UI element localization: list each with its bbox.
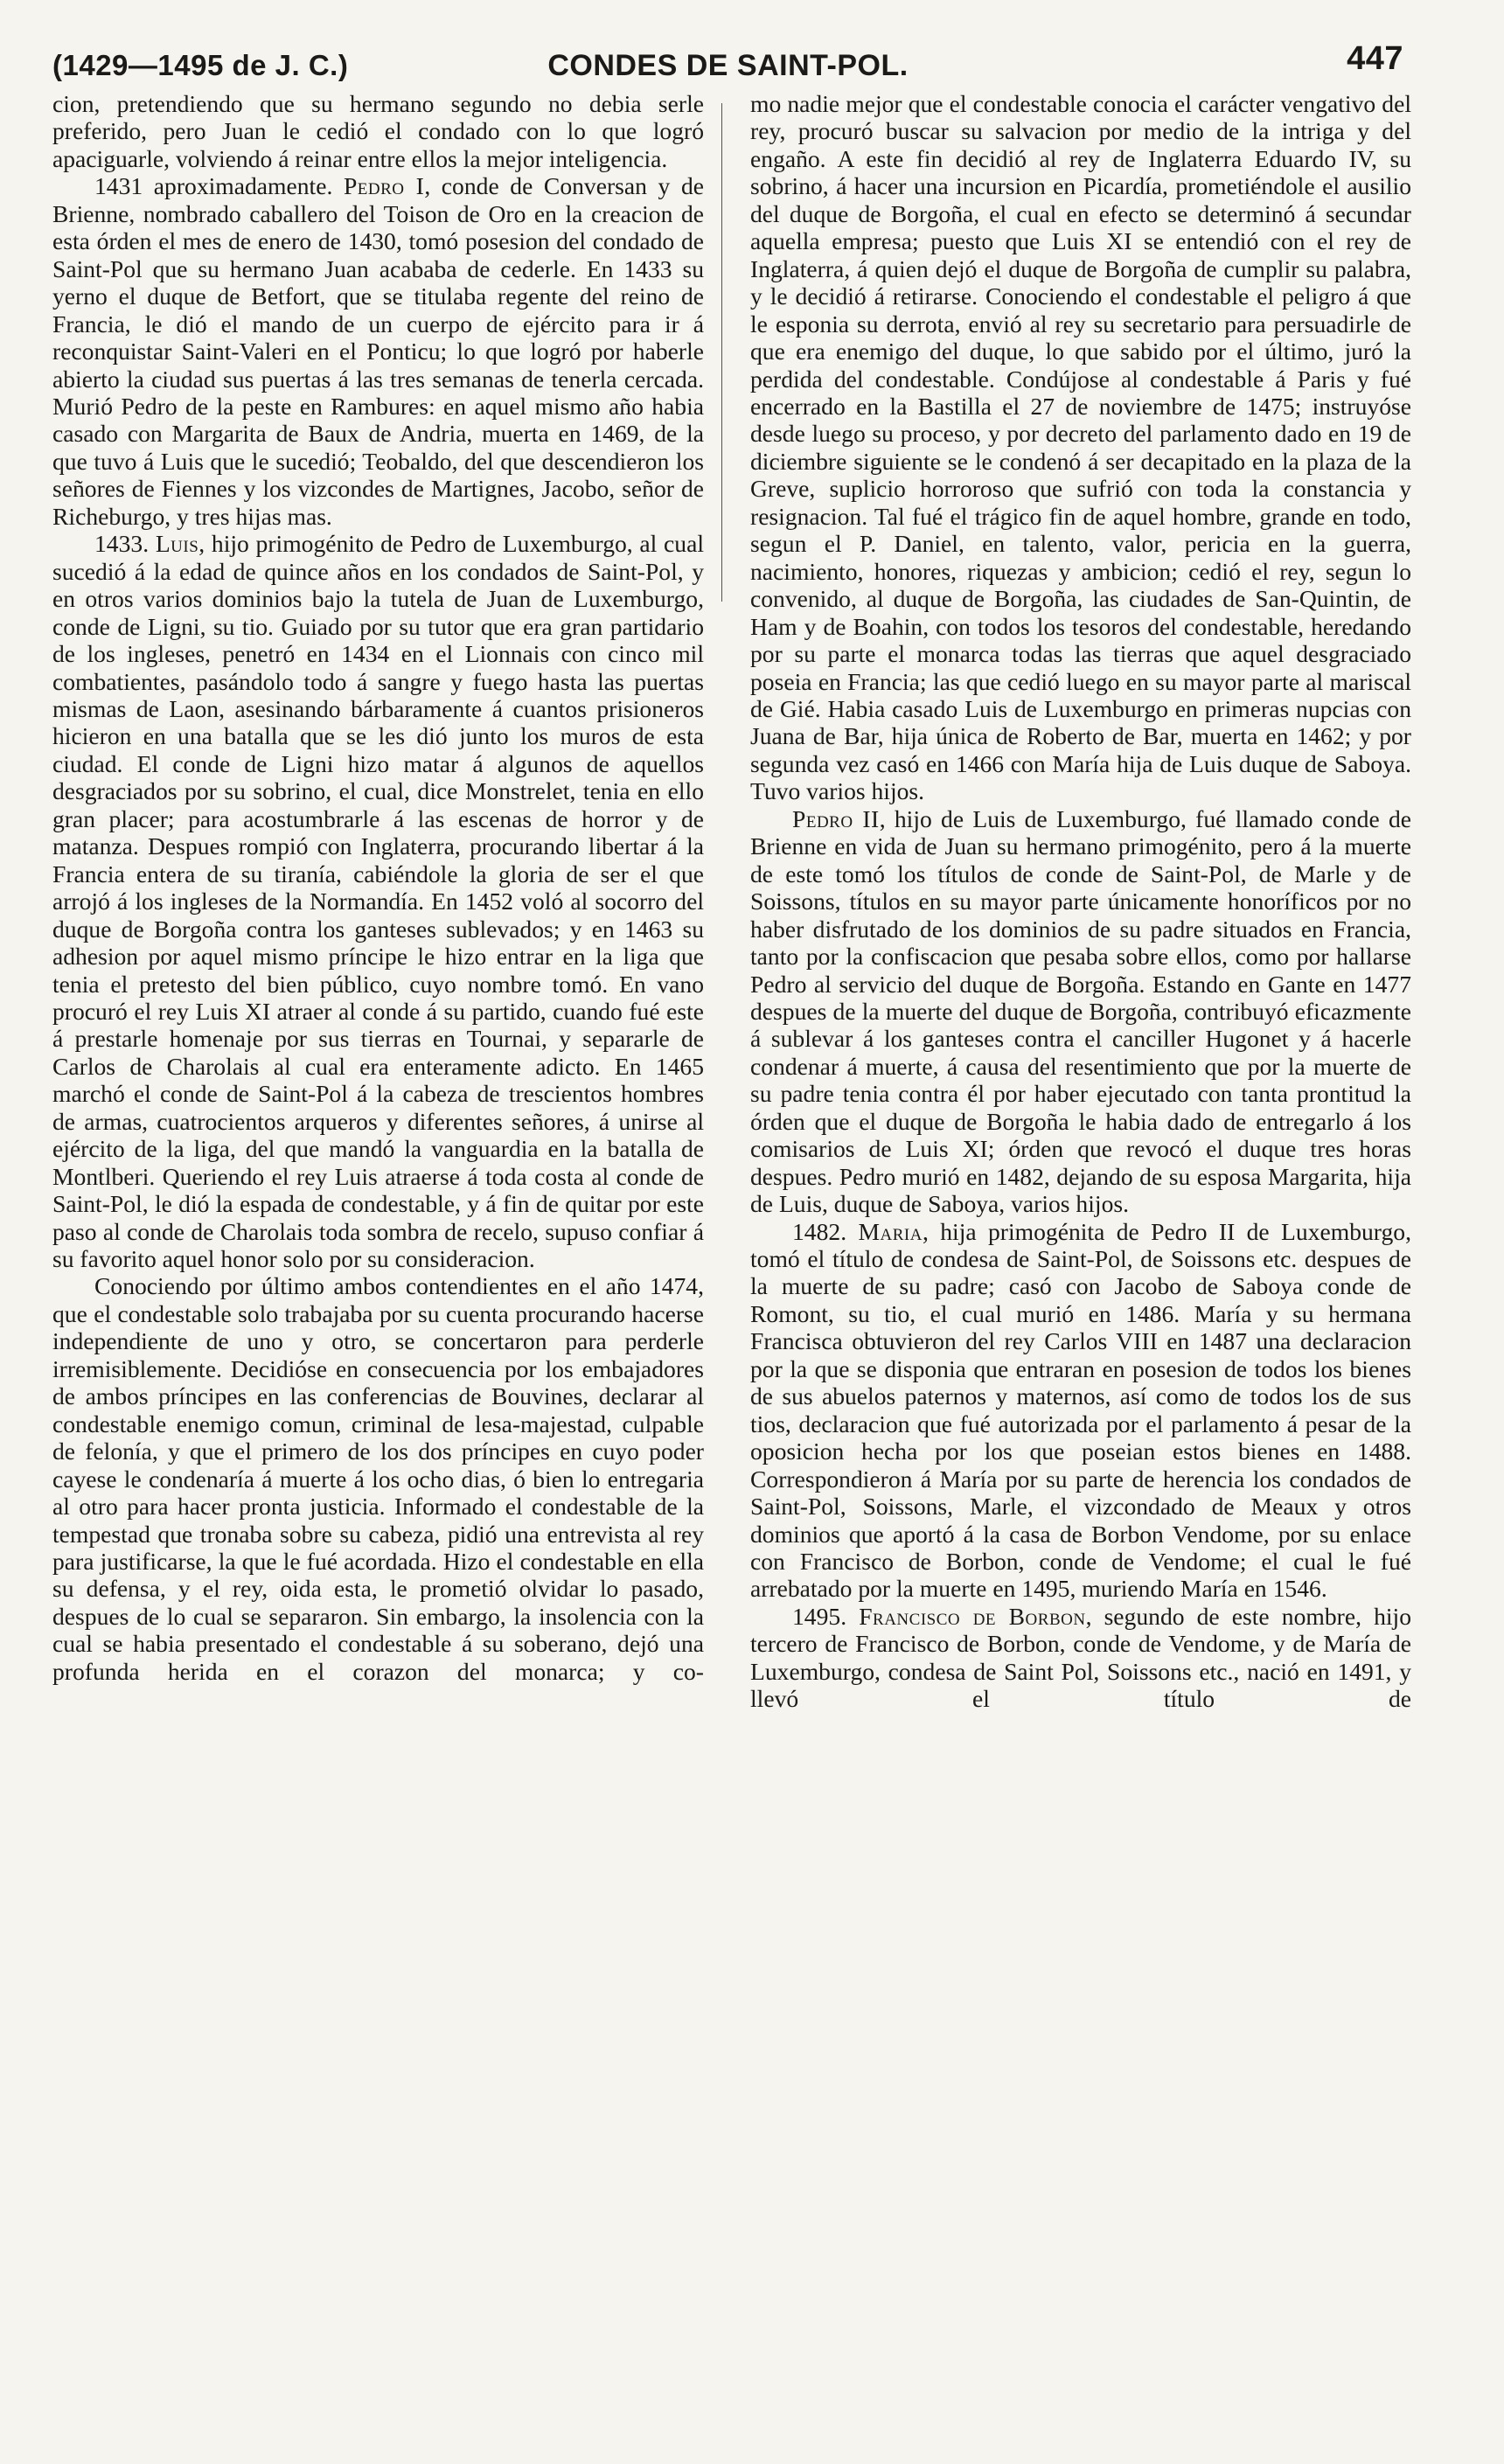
right-column — [750, 90, 1411, 1713]
paragraph — [750, 1603, 1411, 1713]
entry-name: Maria — [858, 1217, 923, 1245]
paragraph — [52, 1272, 704, 1685]
paragraph — [750, 805, 1411, 1218]
left-column — [52, 90, 704, 1685]
entry-name: Pedro I — [343, 172, 425, 200]
entry-year: 1482. — [792, 1217, 859, 1245]
paragraph — [750, 90, 1411, 805]
paragraph-text: Conociendo por último ambos contendientes en el año 1474, que el condestable solo trabajaba por su cuenta procurando hacerse independiente de uno y otro, se concertaron para perderle irremisiblemente. Decidióse en consecuencia por los embajadores de ambos príncipes en las conferencias de Bouvines, declarar al condestable enemigo comun, criminal de lesa-majestad, culpable de felonía, y que el primero de los dos príncipes en cuyo poder cayese le condenaría á muerte á los ocho dias, ó bien lo entregaria al otro para hacer pronta justicia. Informado el condestable de la tempestad que tronaba sobre su cabeza, pidió una entrevista al rey para justificarse, la que le fué acordada. Hizo el condestable en ella su defensa, y el rey, oida esta, le prometió olvidar lo pasado, despues de lo cual se separaron. Sin embargo, la insolencia con la cual se habia presentado el condestable á su soberano, dejó una profunda herida en el corazon del monarca; y co- — [52, 1272, 704, 1685]
column-divider — [721, 103, 722, 602]
paragraph — [52, 530, 704, 1272]
paragraph-text: , segundo de este nombre, hijo tercero de Francisco de Borbon, conde de Vendome, y de María de Luxemburgo, condesa de Saint Pol, Soissons etc., nació en 1491, y llevó el título de — [750, 1602, 1411, 1713]
paragraph — [52, 172, 704, 530]
entry-name: Francisco de Borbon — [859, 1602, 1086, 1630]
header-title: CONDES DE SAINT-POL. — [547, 49, 909, 82]
page-number: 447 — [1347, 40, 1403, 77]
entry-year: 1431 aproximadamente. — [94, 172, 344, 200]
paragraph — [750, 1218, 1411, 1603]
entry-year: 1433. — [94, 530, 156, 558]
header-date-range: (1429—1495 de J. C.) — [52, 49, 349, 81]
paragraph — [52, 90, 704, 172]
entry-year: 1495. — [792, 1602, 860, 1630]
paragraph-text: , hija primogénita de Pedro II de Luxemburgo, tomó el título de condesa de Saint-Pol, de Soissons etc. despues de la muerte de su padre; casó con Jacobo de Saboya conde de Romont, su tio, el cual murió en 1486. María y su hermana Francisca obtuvieron del rey Carlos VIII en 1487 una declaracion por la que se disponia que entraran en posesion de todos los bienes de sus abuelos paternos y maternos, así como de todos los de sus tios, declaracion que fué autorizada por el parlamento á pesar de la oposicion hecha por los que poseian estos bienes en 1488. Correspondieron á María por su parte de herencia los condados de Saint-Pol, Soissons, Marle, el vizcondado de Meaux y otros dominios que aportó á la casa de Borbon Vendome, por su enlace con Francisco de Borbon, conde de Vendome; el cual le fué arrebatado por la muerte en 1495, muriendo María en 1546. — [750, 1217, 1411, 1603]
paragraph-text: , conde de Conversan y de Brienne, nombrado caballero del Toison de Oro en la creacion de esta órden el mes de enero de 1430, tomó posesion del condado de Saint-Pol que su hermano Juan acababa de cederle. En 1433 su yerno el duque de Betfort, que se titulaba regente del reino de Francia, le dió el mando de un cuerpo de ejército para ir á reconquistar Saint-Valeri en el Ponticu; lo que logró por haberle abierto la ciudad sus puertas á las tres semanas de tenerla cercada. Murió Pedro de la peste en Rambures: en aquel mismo año habia casado con Margarita de Baux de Andria, muerta en 1469, de la que tuvo á Luis que le sucedió; Teobaldo, del que descendieron los señores de Fiennes y los vizcondes de Martignes, Jacobo, señor de Richeburgo, y tres hijas mas. — [52, 172, 704, 530]
entry-name: Pedro II — [792, 804, 880, 832]
entry-name: Luis — [155, 530, 199, 558]
paragraph-text: mo nadie mejor que el condestable conocia el carácter vengativo del rey, procuró buscar su salvacion por medio de la intriga y del engaño. A este fin decidió al rey de Inglaterra Eduardo IV, su sobrino, á hacer una incursion en Picardía, prometiéndole el ausilio del duque de Borgoña, el cual en efecto se determinó á secundar aquella empresa; puesto que Luis XI se entendió con el rey de Inglaterra, á quien dejó el duque de Borgoña de cumplir su palabra, y le decidió á retirarse. Conociendo el condestable el peligro á que le esponia su derrota, envió al rey su secretario para persuadirle de que era enemigo del duque, lo que sabido por el último, juró la perdida del condestable. Condújose al condestable á Paris y fué encerrado en la Bastilla el 27 de noviembre de 1475; instruyóse desde luego su proceso, y por decreto del parlamento dado en 19 de diciembre siguiente se le condenó á ser decapitado en la plaza de la Greve, suplicio horroroso que sufrió con toda la constancia y resignacion. Tal fué el trágico fin de aquel hombre, grande en todo, segun el P. Daniel, en talento, valor, pericia en la guerra, nacimiento, honores, riquezas y ambicion; cedió el rey, segun lo convenido, al duque de Borgoña, las ciudades de San-Quintin, de Ham y de Boahin, con todos los tesoros del condestable, heredando por su parte el monarca todas las tierras que aquel desgraciado poseia en Francia; las que cedió luego en su mayor parte al mariscal de Gié. Habia casado Luis de Luxemburgo en primeras nupcias con Juana de Bar, hija única de Roberto de Bar, muerta en 1462; y por segunda vez casó en 1466 con María hija de Luis duque de Saboya. Tuvo varios hijos. — [750, 90, 1411, 805]
paragraph-text: , hijo de Luis de Luxemburgo, fué llamado conde de Brienne en vida de Juan su hermano primogénito, pero á la muerte de este tomó los títulos de conde de Saint-Pol, de Marle y de Soissons, títulos en su mayor parte únicamente honoríficos por no haber disfrutado de los dominios de su padre situados en Francia, tanto por la confiscacion que pesaba sobre ellos, como por hallarse Pedro al servicio del duque de Borgoña. Estando en Gante en 1477 despues de la muerte del duque de Borgoña, contribuyó eficazmente á sublevar á los ganteses contra el canciller Hugonet y á hacerle condenar á muerte, á causa del resentimiento que por la muerte de su padre tenia contra él por haber ejecutado con tanta prontitud la órden que el duque de Borgoña le habia dado de entregarlo á los comisarios de Luis XI; órden que revocó el duque tres horas despues. Pedro murió en 1482, dejando de su esposa Margarita, hija de Luis, duque de Saboya, varios hijos. — [750, 804, 1411, 1218]
page-header — [52, 33, 1403, 87]
paragraph-text: cion, pretendiendo que su hermano segundo no debia serle preferido, pero Juan le cedió el condado con lo que logró apaciguarle, volviendo á reinar entre ellos la mejor inteligencia. — [52, 90, 704, 172]
paragraph-text: , hijo primogénito de Pedro de Luxemburgo, al cual sucedió á la edad de quince años en los condados de Saint-Pol, y en otros varios dominios bajo la tutela de Juan de Luxemburgo, conde de Ligni, su tio. Guiado por su tutor que era gran partidario de los ingleses, penetró en 1434 en el Lionnais con cinco mil combatientes, pasándolo todo á sangre y fuego hasta las puertas mismas de Laon, asesinando bárbaramente á cuantos prisioneros hicieron en una batalla que se les dió junto los muros de esta ciudad. El conde de Ligni hizo matar á algunos de aquellos desgraciados por su sobrino, el cual, dice Monstrelet, tenia en ello gran placer; para acostumbrarle á las escenas de horror y de matanza. Despues rompió con Inglaterra, procurando libertar á la Francia entera de su tiranía, cabiéndole la gloria de ser el que arrojó á los ingleses de la Normandía. En 1452 voló al socorro del duque de Borgoña contra los ganteses sublevados; y en 1463 su adhesion por aquel mismo príncipe le hizo entrar en la liga que tenia el pretesto del bien público, cuyo nombre tomó. En vano procuró el rey Luis XI atraer al conde á su partido, cuando fué este á prestarle homenaje por sus tierras en Tournai, y separarle de Carlos de Charolais al cual era enteramente adicto. En 1465 marchó el conde de Saint-Pol á la cabeza de trescientos hombres de armas, cuatrocientos arqueros y diferentes señores, á unirse al ejército de la liga, del que mandó la vanguardia en la batalla de Montlberi. Queriendo el rey Luis atraerse á toda costa al conde de Saint-Pol, le dió la espada de condestable, y á fin de quitar por este paso al conde de Charolais toda sombra de recelo, supuso confiar á su favorito aquel honor solo por su consideracion. — [52, 530, 705, 1273]
